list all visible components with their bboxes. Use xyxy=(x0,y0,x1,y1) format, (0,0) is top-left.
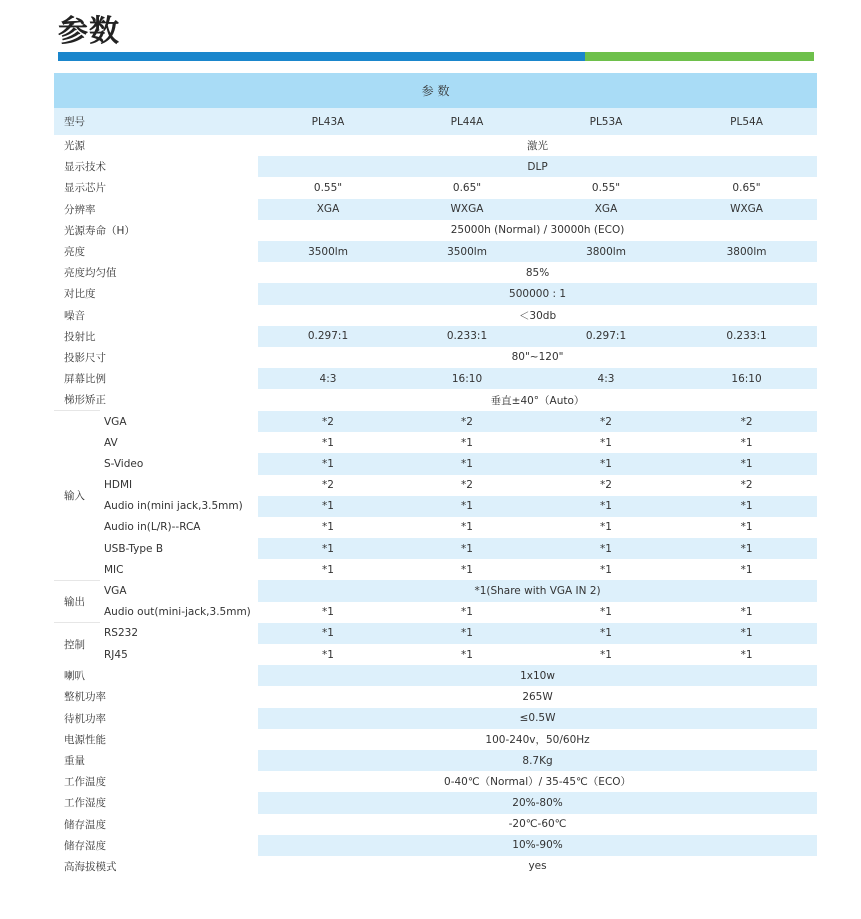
spec-value: *1 xyxy=(536,453,676,474)
spec-row xyxy=(54,580,817,601)
spec-row xyxy=(54,305,817,326)
spec-row xyxy=(54,750,817,771)
spec-label: 亮度 xyxy=(54,241,258,262)
spec-label: 高海拔模式 xyxy=(54,856,258,877)
spec-sublabel: Audio in(L/R)--RCA xyxy=(100,517,258,538)
spec-value: *1 xyxy=(398,623,536,644)
spec-value: DLP xyxy=(258,156,817,177)
spec-value: *1 xyxy=(322,606,334,619)
spec-group-label: 输入 xyxy=(54,411,100,581)
spec-value: *1 xyxy=(740,521,753,534)
spec-value: 20%-80% xyxy=(258,792,817,813)
spec-sublabel: MIC xyxy=(100,559,258,580)
spec-value: *2 xyxy=(600,479,612,492)
spec-value: 激光 xyxy=(527,140,549,153)
spec-row xyxy=(54,283,817,304)
spec-value: *1 xyxy=(600,648,612,661)
spec-sublabel: RJ45 xyxy=(100,644,258,665)
spec-value: *1 xyxy=(398,538,536,559)
spec-value: 3800lm xyxy=(676,241,817,262)
spec-value: *2 xyxy=(322,479,334,492)
spec-value: *1 xyxy=(676,623,817,644)
spec-row xyxy=(54,856,817,877)
spec-row xyxy=(54,517,817,538)
spec-value: *1 xyxy=(398,496,536,517)
spec-row xyxy=(54,602,817,623)
spec-value: yes xyxy=(528,860,547,873)
spec-value: *1 xyxy=(676,538,817,559)
model-name: PL43A xyxy=(258,108,398,135)
model-label: 型号 xyxy=(54,108,258,135)
spec-group-label: 控制 xyxy=(54,623,100,665)
spec-label: 工作温度 xyxy=(54,771,258,792)
spec-value: *2 xyxy=(258,411,398,432)
spec-value: 垂直±40°（Auto） xyxy=(490,394,585,407)
spec-sublabel: VGA xyxy=(100,580,258,601)
spec-row xyxy=(54,496,817,517)
spec-row xyxy=(54,262,817,283)
spec-value: 265W xyxy=(522,690,553,703)
spec-row xyxy=(54,644,817,665)
spec-row xyxy=(54,389,817,411)
spec-value: *1 xyxy=(536,496,676,517)
spec-row xyxy=(54,729,817,750)
spec-table xyxy=(54,73,817,877)
spec-label: 显示芯片 xyxy=(54,177,258,198)
spec-row xyxy=(54,326,817,347)
spec-row xyxy=(54,708,817,729)
spec-label: 储存湿度 xyxy=(54,835,258,856)
spec-value: 0.297:1 xyxy=(258,326,398,347)
spec-value: *1 xyxy=(258,453,398,474)
underline-green-segment xyxy=(585,52,814,61)
underline-blue-segment xyxy=(58,52,585,61)
spec-value: *1 xyxy=(461,648,473,661)
spec-value: WXGA xyxy=(398,199,536,220)
spec-value: 3500lm xyxy=(398,241,536,262)
spec-value: *1 xyxy=(461,436,473,449)
spec-value: 0.65" xyxy=(452,181,482,194)
spec-group-label: 输出 xyxy=(54,580,100,622)
spec-value: 3800lm xyxy=(536,241,676,262)
spec-value: *1 xyxy=(740,606,753,619)
spec-value: *2 xyxy=(676,411,817,432)
spec-value: *1 xyxy=(322,521,334,534)
spec-value: 4:3 xyxy=(258,368,398,389)
spec-value: *1 xyxy=(258,623,398,644)
spec-value: *1 xyxy=(740,436,753,449)
spec-row xyxy=(54,135,817,156)
spec-row xyxy=(54,686,817,707)
spec-row xyxy=(54,241,817,262)
spec-value: 3500lm xyxy=(258,241,398,262)
spec-sublabel: USB-Type B xyxy=(100,538,258,559)
spec-value: ≤0.5W xyxy=(258,708,817,729)
spec-value: 0.297:1 xyxy=(536,326,676,347)
spec-value: XGA xyxy=(536,199,676,220)
spec-row xyxy=(54,177,817,198)
spec-value: *2 xyxy=(740,479,753,492)
spec-value: *1 xyxy=(536,538,676,559)
spec-value: *1(Share with VGA IN 2) xyxy=(258,580,817,601)
spec-label: 显示技术 xyxy=(54,156,258,177)
spec-value: 4:3 xyxy=(536,368,676,389)
spec-row xyxy=(54,623,817,644)
spec-sublabel: Audio in(mini jack,3.5mm) xyxy=(100,496,258,517)
spec-row xyxy=(54,559,817,580)
spec-value: 10%-90% xyxy=(258,835,817,856)
spec-label: 噪音 xyxy=(54,305,258,326)
table-caption-row xyxy=(54,73,817,108)
spec-row xyxy=(54,538,817,559)
spec-row xyxy=(54,411,817,432)
table-caption: 参 数 xyxy=(54,73,817,108)
spec-value: *2 xyxy=(398,411,536,432)
model-name: PL54A xyxy=(676,108,817,135)
spec-value: *1 xyxy=(258,496,398,517)
page-title: 参数 xyxy=(58,14,120,49)
spec-value: *1 xyxy=(322,563,334,576)
spec-value: 0.55" xyxy=(591,181,621,194)
spec-value: 0.55" xyxy=(313,181,343,194)
spec-value: *1 xyxy=(600,606,612,619)
spec-value: *1 xyxy=(676,453,817,474)
spec-value: *2 xyxy=(536,411,676,432)
spec-value: ＜30db xyxy=(518,309,557,322)
spec-sublabel: AV xyxy=(100,432,258,453)
spec-row xyxy=(54,792,817,813)
spec-label: 待机功率 xyxy=(54,708,258,729)
spec-sublabel: VGA xyxy=(100,411,258,432)
spec-row xyxy=(54,475,817,496)
spec-row xyxy=(54,814,817,835)
title-underline xyxy=(58,52,814,61)
spec-value: *1 xyxy=(600,521,612,534)
spec-value: *1 xyxy=(676,496,817,517)
spec-value: 0-40℃（Normal）/ 35-45℃（ECO） xyxy=(444,776,632,789)
spec-value: 1x10w xyxy=(258,665,817,686)
spec-row xyxy=(54,199,817,220)
spec-label: 亮度均匀值 xyxy=(54,262,258,283)
spec-value: *1 xyxy=(600,436,612,449)
spec-row xyxy=(54,220,817,241)
spec-label: 光源寿命（H） xyxy=(54,220,258,241)
spec-label: 投射比 xyxy=(54,326,258,347)
spec-row xyxy=(54,771,817,792)
spec-label: 屏幕比例 xyxy=(54,368,258,389)
spec-value: 80"~120" xyxy=(511,351,564,364)
spec-sublabel: RS232 xyxy=(100,623,258,644)
spec-row xyxy=(54,453,817,474)
spec-sublabel: HDMI xyxy=(100,475,258,496)
spec-label: 整机功率 xyxy=(54,686,258,707)
spec-label: 分辨率 xyxy=(54,199,258,220)
spec-value: *1 xyxy=(461,521,473,534)
spec-value: *1 xyxy=(740,648,753,661)
spec-row xyxy=(54,665,817,686)
spec-label: 投影尺寸 xyxy=(54,347,258,368)
spec-value: 16:10 xyxy=(398,368,536,389)
spec-label: 储存温度 xyxy=(54,814,258,835)
spec-sublabel: Audio out(mini-jack,3.5mm) xyxy=(100,602,258,623)
spec-value: 500000 : 1 xyxy=(258,283,817,304)
spec-value: WXGA xyxy=(676,199,817,220)
spec-value: 8.7Kg xyxy=(258,750,817,771)
spec-value: XGA xyxy=(258,199,398,220)
spec-sublabel: S-Video xyxy=(100,453,258,474)
model-name: PL53A xyxy=(536,108,676,135)
spec-value: *1 xyxy=(322,436,334,449)
spec-label: 梯形矫正 xyxy=(54,389,258,411)
spec-value: 0.233:1 xyxy=(398,326,536,347)
spec-label: 工作湿度 xyxy=(54,792,258,813)
spec-value: *2 xyxy=(461,479,473,492)
spec-value: *1 xyxy=(398,453,536,474)
spec-value: *1 xyxy=(322,648,334,661)
spec-value: -20℃-60℃ xyxy=(508,818,567,831)
spec-value: 100-240v，50/60Hz xyxy=(485,733,590,746)
spec-value: *1 xyxy=(600,563,612,576)
spec-value: *1 xyxy=(740,563,753,576)
spec-row xyxy=(54,432,817,453)
model-row xyxy=(54,108,817,135)
spec-row xyxy=(54,156,817,177)
spec-label: 光源 xyxy=(54,135,258,156)
spec-value: 0.233:1 xyxy=(676,326,817,347)
spec-value: 16:10 xyxy=(676,368,817,389)
spec-value: *1 xyxy=(461,606,473,619)
spec-value: 25000h (Normal) / 30000h (ECO) xyxy=(450,224,625,237)
spec-value: 0.65" xyxy=(732,181,761,194)
spec-table-container xyxy=(54,73,817,893)
spec-label: 重量 xyxy=(54,750,258,771)
spec-value: *1 xyxy=(258,538,398,559)
spec-value: *1 xyxy=(536,623,676,644)
spec-row xyxy=(54,835,817,856)
spec-label: 喇叭 xyxy=(54,665,258,686)
spec-value: *1 xyxy=(461,563,473,576)
spec-row xyxy=(54,347,817,368)
spec-label: 电源性能 xyxy=(54,729,258,750)
model-name: PL44A xyxy=(398,108,536,135)
spec-row xyxy=(54,368,817,389)
spec-value: 85% xyxy=(525,266,550,279)
spec-label: 对比度 xyxy=(54,283,258,304)
